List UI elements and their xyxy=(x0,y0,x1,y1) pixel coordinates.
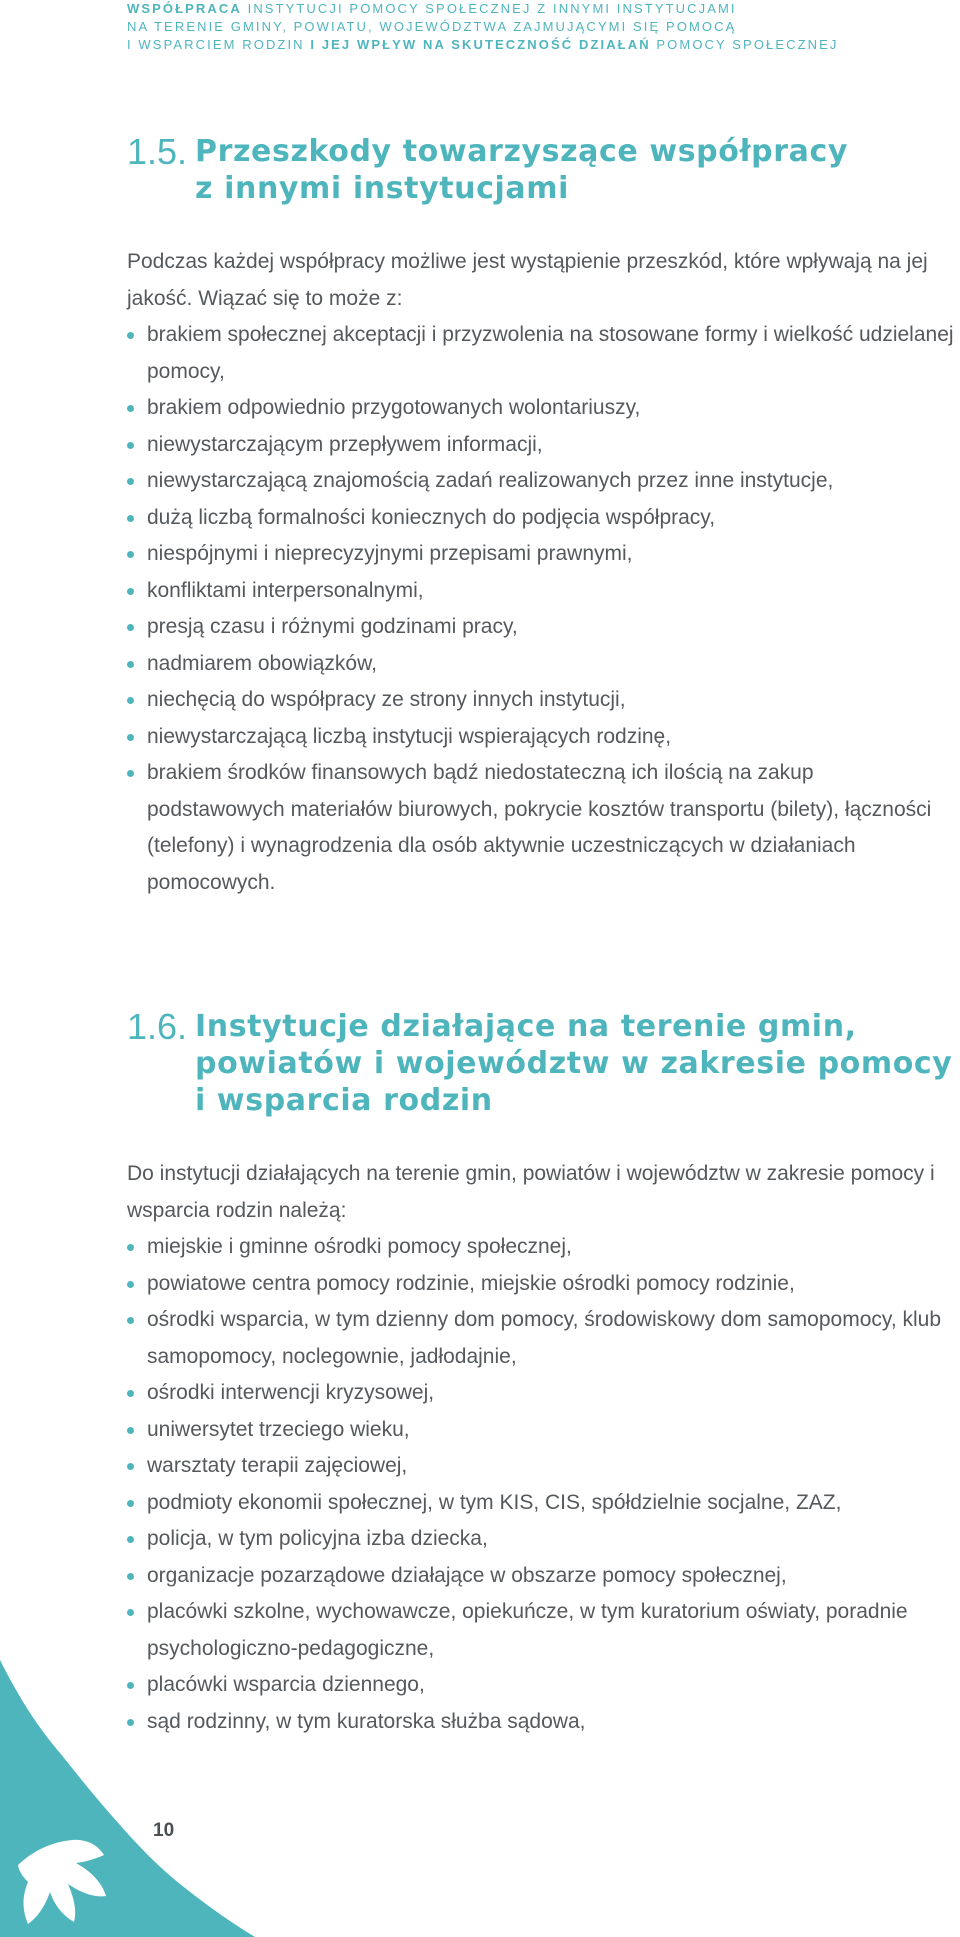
header-line-2: NA TERENIE GMINY, POWIATU, WOJEWÓDZTWA ZAJMUJĄCYMI SIĘ POMOCĄ xyxy=(127,19,737,34)
list-item-text: dużą liczbą formalności koniecznych do podjęcia współpracy, xyxy=(147,505,716,529)
bullet-icon xyxy=(127,588,134,595)
header-post-3: POMOCY SPOŁECZNEJ xyxy=(650,37,839,52)
list-item xyxy=(127,1229,955,1266)
list-item xyxy=(127,719,955,756)
section-title xyxy=(195,133,848,207)
list-item xyxy=(127,463,955,500)
header-pre-3: I WSPARCIEM RODZIN xyxy=(127,37,311,52)
bullet-icon xyxy=(127,1244,134,1251)
list-item-text: sąd rodzinny, w tym kuratorska służba sądowa, xyxy=(147,1709,586,1733)
bullet-icon xyxy=(127,1317,134,1324)
list-item-text: miejskie i gminne ośrodki pomocy społecznej, xyxy=(147,1235,572,1258)
list-item xyxy=(127,1448,955,1485)
list-item-text: placówki szkolne, wychowawcze, opiekuńcze, w tym kuratorium oświaty, poradnie psychologiczno-pedagogiczne, xyxy=(147,1600,908,1660)
list-item-text: niespójnymi i nieprecyzyjnymi przepisami prawnymi, xyxy=(147,542,633,565)
bullet-icon xyxy=(127,332,134,339)
bullet-icon xyxy=(127,1281,134,1288)
page-number: 10 xyxy=(153,1820,175,1841)
list-item xyxy=(127,1302,955,1375)
list-item-text: brakiem odpowiednio przygotowanych wolontariuszy, xyxy=(147,396,641,419)
bullet-icon xyxy=(127,1536,134,1543)
list-item xyxy=(127,646,955,683)
list-item-text: warsztaty terapii zajęciowej, xyxy=(147,1454,408,1477)
section-title-line: powiatów i województw w zakresie pomocy xyxy=(195,1046,953,1081)
hands-icon xyxy=(0,1660,260,1937)
bullet-icon xyxy=(127,697,134,704)
list-item-text: ośrodki wsparcia, w tym dzienny dom pomocy, środowiskowy dom samopomocy, klub samopomocy, noclegownie, jadłodajnie, xyxy=(147,1308,942,1368)
bullet-icon xyxy=(127,442,134,449)
header-bold-1: WSPÓŁPRACA xyxy=(127,1,242,16)
list-item-text: nadmiarem obowiązków, xyxy=(147,651,377,675)
header-rest-1: INSTYTUCJI POMOCY SPOŁECZNEJ Z INNYMI INSTYTUCJAMI xyxy=(241,1,737,16)
list-item xyxy=(127,536,955,573)
list-item-text: uniwersytet trzeciego wieku, xyxy=(147,1417,410,1441)
bullet-icon xyxy=(127,478,134,485)
bullet-icon xyxy=(127,1500,134,1507)
list-item xyxy=(127,1375,955,1412)
list-item-text: placówki wsparcia dziennego, xyxy=(147,1673,425,1696)
obstacles-list xyxy=(127,317,955,901)
list-item-text: niewystarczającą liczbą instytucji wspierających rodzinę, xyxy=(147,724,672,748)
running-header xyxy=(127,0,927,54)
list-item-text: niechęcią do współpracy ze strony innych instytucji, xyxy=(147,688,626,711)
list-item xyxy=(127,1266,955,1303)
list-item-text: powiatowe centra pomocy rodzinie, miejskie ośrodki pomocy rodzinie, xyxy=(147,1271,795,1295)
list-item xyxy=(127,427,955,464)
bullet-icon xyxy=(127,1390,134,1397)
section-title xyxy=(195,1008,952,1119)
section-title-line: i wsparcia rodzin xyxy=(195,1083,493,1118)
list-item xyxy=(127,1521,955,1558)
bullet-icon xyxy=(127,1609,134,1616)
list-item xyxy=(127,609,955,646)
list-item-text: niewystarczającą znajomością zadań realizowanych przez inne instytucje, xyxy=(147,469,834,492)
list-item-text: organizacje pozarządowe działające w obszarze pomocy społecznej, xyxy=(147,1563,787,1587)
list-item xyxy=(127,1558,955,1595)
list-item-text: brakiem środków finansowych bądź niedostateczną ich ilością na zakup podstawowych materiałów biurowych, pokrycie kosztów transportu (bilety), łączności (telefony) i wynagrodzenia dla osób aktywnie uczestniczących w działaniach pomocowych. xyxy=(147,761,932,894)
bullet-icon xyxy=(127,624,134,631)
section-title-line: Przeszkody towarzyszące współpracy xyxy=(195,134,849,169)
bullet-icon xyxy=(127,551,134,558)
list-item xyxy=(127,317,955,390)
section-title-line: z innymi instytucjami xyxy=(195,171,569,206)
section-intro: Do instytucji działających na terenie gmin, powiatów i województw w zakresie pomocy i wsparcia rodzin należą: xyxy=(127,1162,935,1222)
section-1-6-body xyxy=(127,1156,955,1740)
list-item-text: policja, w tym policyjna izba dziecka, xyxy=(147,1527,488,1550)
bullet-icon xyxy=(127,770,134,777)
header-line-1 xyxy=(127,0,927,18)
section-intro: Podczas każdej współpracy możliwe jest wystąpienie przeszkód, które wpływają na jej jakość. Wiązać się to może z: xyxy=(127,250,928,310)
header-bold-3: I JEJ WPŁYW NA SKUTECZNOŚĆ DZIAŁAŃ xyxy=(310,37,651,52)
list-item-text: konfliktami interpersonalnymi, xyxy=(147,578,424,602)
list-item xyxy=(127,1485,955,1522)
bullet-icon xyxy=(127,405,134,412)
list-item xyxy=(127,1594,955,1667)
list-item xyxy=(127,500,955,537)
list-item xyxy=(127,755,955,901)
bullet-icon xyxy=(127,661,134,668)
section-title-line: Instytucje działające na terenie gmin, xyxy=(195,1009,857,1044)
list-item-text: ośrodki interwencji kryzysowej, xyxy=(147,1381,435,1404)
section-number: 1.6. xyxy=(127,1006,188,1047)
bullet-icon xyxy=(127,1463,134,1470)
section-1-5-body xyxy=(127,244,955,901)
list-item-text: presją czasu i różnymi godzinami pracy, xyxy=(147,615,518,638)
list-item xyxy=(127,390,955,427)
bullet-icon xyxy=(127,1573,134,1580)
section-number: 1.5. xyxy=(127,131,188,172)
bullet-icon xyxy=(127,515,134,522)
list-item xyxy=(127,573,955,610)
list-item xyxy=(127,682,955,719)
bullet-icon xyxy=(127,734,134,741)
list-item-text: brakiem społecznej akceptacji i przyzwolenia na stosowane formy i wielkość udzielanej pomocy, xyxy=(147,323,954,383)
list-item-text: podmioty ekonomii społecznej, w tym KIS, CIS, spółdzielnie socjalne, ZAZ, xyxy=(147,1490,842,1514)
list-item xyxy=(127,1412,955,1449)
header-line-3 xyxy=(127,36,927,54)
list-item-text: niewystarczającym przepływem informacji, xyxy=(147,432,543,456)
bullet-icon xyxy=(127,1427,134,1434)
